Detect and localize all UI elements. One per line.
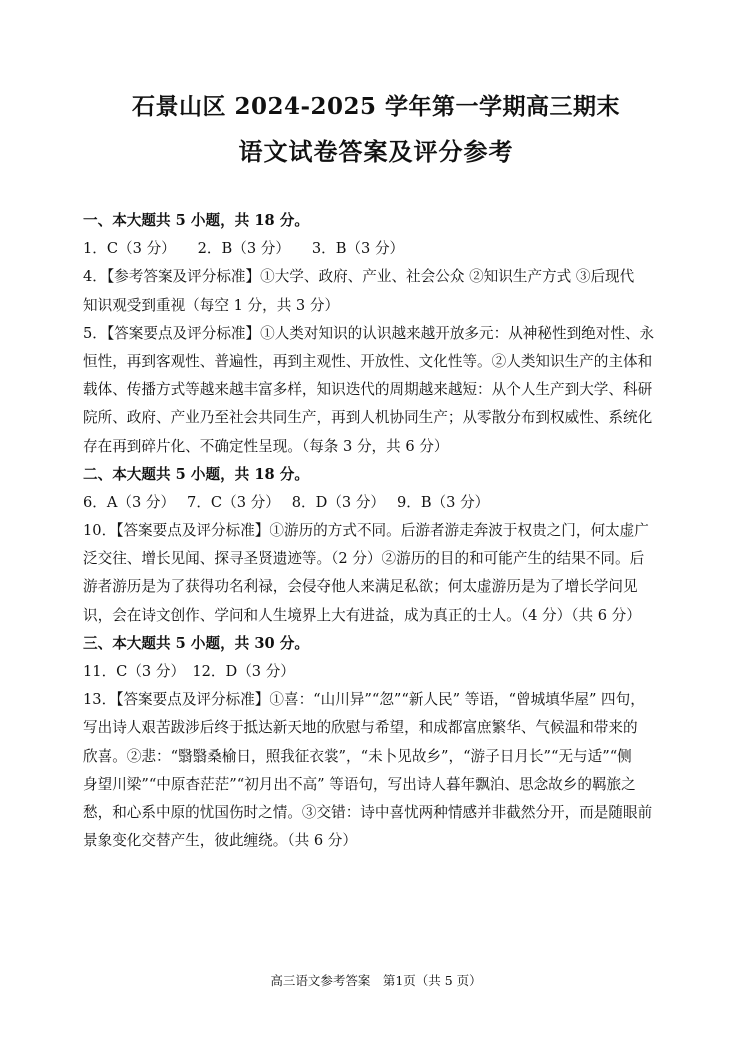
answer-line: 恒性，再到客观性、普遍性，再到主观性、开放性、文化性等。②人类知识生产的主体和 (83, 352, 653, 370)
answer-line: 愁，和心系中原的忧国伤时之情。③交错：诗中喜忧两种情感并非截然分开，而是随眼前 (83, 803, 653, 821)
answer-line: 1．C（3 分） 2．B（3 分） 3．B（3 分） (83, 240, 405, 258)
answer-line: 泛交往、增长见闻、探寻圣贤遗迹等。（2 分）②游历的目的和可能产生的结果不同。后 (83, 550, 645, 568)
answer-line: 6．A（3 分） 7．C（3 分） 8．D（3 分） 9．B（3 分） (83, 493, 490, 511)
answer-line: 4．【参考答案及评分标准】①大学、政府、产业、社会公众 ②知识生产方式 ③后现代 (83, 268, 635, 286)
answer-line: 知识观受到重视（每空 1 分，共 3 分） (83, 296, 340, 314)
answer-line: 10．【答案要点及评分标准】①游历的方式不同。后游者游走奔波于权贵之门，何太虚广 (83, 522, 649, 540)
answer-line: 游者游历是为了获得功名利禄，会侵夺他人来满足私欲；何太虚游历是为了增长学问见 (83, 578, 638, 596)
answer-line: 11．C（3 分） 12．D（3 分） (83, 663, 295, 680)
answer-line: 识，会在诗文创作、学问和人生境界上大有进益，成为真正的士人。（4 分）（共 6 分） (83, 606, 641, 624)
section-heading: 一、本大题共 5 小题，共 18 分。 (83, 212, 309, 229)
answer-line: 景象变化交替产生，彼此缠绕。（共 6 分） (83, 832, 357, 850)
document-subtitle: 语文试卷答案及评分参考 (238, 137, 514, 166)
section-heading: 二、本大题共 5 小题，共 18 分。 (83, 465, 309, 483)
answer-content (83, 207, 673, 855)
answer-line: 5．【答案要点及评分标准】①人类对知识的认识越来越开放多元：从神秘性到绝对性、永 (83, 324, 655, 342)
document-title: 石景山区 2024-2025 学年第一学期高三期末 (131, 93, 621, 120)
answer-line: 写出诗人艰苦跋涉后终于抵达新天地的欣慰与希望，和成都富庶繁华、气候温和带来的 (83, 719, 638, 737)
section-heading: 三、本大题共 5 小题，共 30 分。 (83, 634, 309, 652)
answer-line: 13．【答案要点及评分标准】①喜：“山川异”“忽”“新人民” 等语，“曾城填华屋” 四句， (83, 691, 645, 709)
answer-line: 存在再到碎片化、不确定性呈现。（每条 3 分，共 6 分） (83, 437, 449, 455)
page-footer: 高三语文参考答案 第1页（共 5 页） (270, 973, 482, 988)
answer-line: 载体、传播方式等越来越丰富多样，知识迭代的周期越来越短：从个人生产到大学、科研 (83, 381, 653, 399)
answer-line: 院所、政府、产业乃至社会共同生产，再到人机协同生产；从零散分布到权威性、系统化 (83, 409, 653, 427)
answer-line: 欣喜。②悲：“翳翳桑榆日，照我征衣裳”，“未卜见故乡”，“游子日月长”“无与适”“侧 (83, 747, 632, 765)
answer-line: 身望川梁”“中原杳茫茫”“初月出不高” 等语句，写出诗人暮年飘泊、思念故乡的羁旅之 (83, 775, 636, 793)
